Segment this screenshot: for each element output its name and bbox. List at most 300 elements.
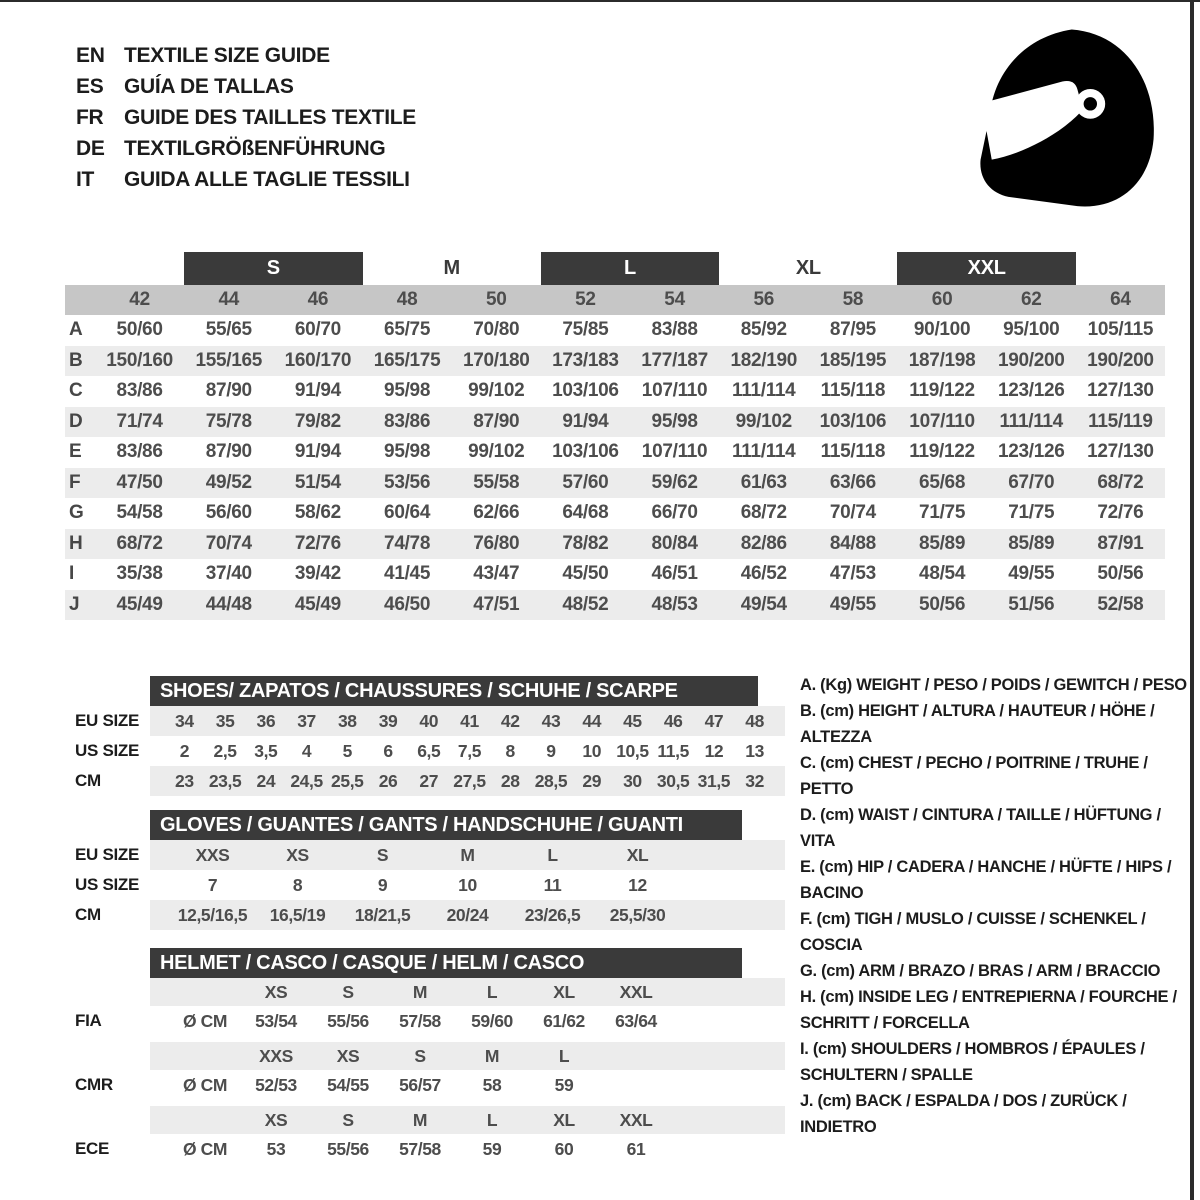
size-cell: 48/52 [562,593,609,615]
size-cell: 85/89 [919,532,966,554]
helmet-size-label: XXL [619,1109,653,1130]
value-cell: S [376,844,389,865]
value-cell: 31,5 [697,770,731,791]
size-group-s: S [184,252,362,285]
shoes-row [75,736,785,766]
size-cell: 48/53 [651,593,698,615]
size-cell: 87/95 [829,319,876,341]
row-letter: E [69,441,82,463]
size-cell: 115/119 [1088,410,1153,432]
language-code: DE [76,136,105,160]
value-cell: 3,5 [254,740,278,761]
size-cell: 39/42 [294,563,341,585]
size-cell: 50/56 [919,593,966,615]
shoes-band [150,766,785,796]
size-cell: 80/84 [651,532,698,554]
top-border-line [0,0,1200,2]
size-cell: 72/76 [294,532,341,554]
helmet-size-label: XXL [619,981,653,1002]
value-cell: 5 [342,740,352,761]
table-row [65,437,1165,468]
size-cell: 75/78 [205,410,252,432]
helmet-size-label: XS [336,1045,360,1066]
size-group-l: L [541,252,719,285]
size-cell: 87/90 [205,441,252,463]
row-letter: F [69,471,81,493]
column-header: 56 [753,289,775,310]
value-cell: 23/26,5 [524,904,581,925]
column-header: 64 [1110,289,1131,310]
value-cell: 7 [207,874,218,895]
helmet-sizes-band [150,1106,785,1134]
table-row [65,346,1165,377]
value-cell: 2 [179,740,190,761]
language-code: FR [76,105,104,129]
size-cell: 49/55 [829,593,876,615]
size-cell: 107/110 [909,410,975,432]
size-group-header-row [65,252,1165,285]
size-cell: 46/52 [740,563,787,585]
section-gap [75,796,785,810]
size-cell: 99/102 [735,410,792,432]
size-cell: 123/126 [997,441,1065,463]
size-cell: 72/76 [1097,502,1144,524]
value-cell: 25,5/30 [609,904,666,925]
table-row [65,468,1165,499]
language-label: GUIDA ALLE TAGLIE TESSILI [124,167,410,191]
size-cell: 68/72 [740,502,787,524]
value-cell: 59 [554,1074,574,1095]
standard-label: FIA [75,1011,102,1030]
value-cell: 12 [628,874,647,895]
size-cell: 85/89 [1008,532,1055,554]
size-cell: 160/170 [284,349,352,371]
visor-pivot-dot [1084,97,1097,110]
size-cell: 35/38 [116,563,163,585]
table-row [65,376,1165,407]
size-cell: 62/66 [473,502,520,524]
size-cell: 47/50 [116,471,163,493]
value-cell: 8 [505,740,515,761]
value-cell: 18/21,5 [354,904,411,925]
value-cell: 6 [383,740,393,761]
gloves-table [75,840,785,930]
language-code: ES [76,74,104,98]
table-row [65,407,1165,438]
size-cell: 107/110 [641,441,708,463]
row-letter: D [69,410,83,432]
legend-item: C. (cm) CHEST / PECHO / POITRINE / TRUHE / PETTO [800,754,1148,798]
size-cell: 115/118 [820,380,886,402]
shoes-section-title: SHOES/ ZAPATOS / CHAUSSURES / SCHUHE / SCARPE [150,676,758,706]
size-cell: 87/90 [205,380,252,402]
helmet-size-label: XL [553,981,575,1002]
value-cell: 56/57 [399,1074,441,1095]
size-cell: 47/51 [473,593,520,615]
value-cell: XS [286,844,309,865]
diameter-label: Ø CM [182,1074,228,1095]
value-cell: 27 [419,770,439,791]
row-label: EU SIZE [75,711,140,730]
column-header: 48 [396,289,418,310]
gloves-row [75,900,785,930]
size-cell: 115/118 [820,441,886,463]
value-cell: 55/56 [327,1010,369,1031]
standard-label: CMR [75,1075,113,1094]
size-cell: 75/85 [562,319,609,341]
size-cell: 60/70 [294,319,341,341]
row-label: US SIZE [75,875,140,894]
value-cell: 59 [482,1138,502,1159]
helmet-values-row [75,1070,785,1100]
value-cell: 11,5 [657,740,689,761]
value-cell: 2,5 [213,740,237,761]
value-cell: 57/58 [399,1138,441,1159]
value-cell: 11 [543,874,562,895]
value-cell: 53/54 [255,1010,297,1031]
value-cell: 34 [175,710,194,731]
size-cell: 71/75 [919,502,966,524]
size-cell: 51/56 [1008,593,1055,615]
size-cell: 83/86 [116,380,163,402]
size-cell: 71/75 [1008,502,1055,524]
helmet-size-label: S [342,981,354,1002]
value-cell: 7,5 [457,740,482,761]
value-cell: 28,5 [534,770,568,791]
shoes-band [150,706,785,736]
value-cell: 53 [266,1138,286,1159]
helmet-values-row [75,1134,785,1164]
size-cell: 87/91 [1097,532,1144,554]
value-cell: 48 [745,710,764,731]
size-cell: 53/56 [384,471,431,493]
table-row [65,498,1165,529]
size-cell: 105/115 [1087,319,1154,341]
value-cell: 25,5 [331,770,364,791]
helmet-icon [972,22,1164,208]
size-cell: 49/54 [740,593,787,615]
value-cell: XXS [195,844,230,865]
value-cell: 16,5/19 [269,904,326,925]
helmet-size-label: M [484,1045,500,1066]
helmet-table [75,978,785,1164]
column-header: 50 [485,289,507,310]
size-cell: 60/64 [384,502,431,524]
language-code: EN [76,43,105,67]
size-cell: 190/200 [997,349,1065,371]
value-cell: 8 [292,874,303,895]
value-cell: 54/55 [327,1074,369,1095]
size-cell: 90/100 [913,319,971,341]
size-cell: 74/78 [384,532,431,554]
value-cell: 6,5 [417,740,441,761]
value-cell: 13 [745,740,764,761]
value-cell: 12,5/16,5 [177,904,248,925]
value-cell: 42 [500,710,520,731]
size-cell: 45/49 [294,593,341,615]
column-header: 58 [842,289,864,310]
language-label: GUÍA DE TALLAS [124,74,294,98]
value-cell: 52/53 [255,1074,297,1095]
size-cell: 79/82 [294,410,341,432]
diameter-label: Ø CM [182,1010,228,1031]
column-header: 60 [931,289,953,310]
shoes-row [75,766,785,796]
row-label: CM [75,905,101,924]
language-item [76,133,416,164]
value-cell: 26 [378,770,398,791]
size-cell: 50/60 [116,319,163,341]
size-cell: 87/90 [473,410,520,432]
helmet-sizes-row [75,1042,785,1070]
row-label: US SIZE [75,741,140,760]
size-cell: 45/49 [116,593,163,615]
value-cell: 9 [546,740,556,761]
textile-size-table [65,252,1165,620]
measurement-legend [800,672,1192,1140]
size-cell: 43/47 [473,563,520,585]
size-group-xxl: XXL [897,252,1075,285]
helmet-section-title: HELMET / CASCO / CASQUE / HELM / CASCO [150,948,742,978]
helmet-values-band [150,1006,785,1036]
size-cell: 78/82 [562,532,609,554]
helmet-sizes-band [150,978,785,1006]
column-header: 46 [307,289,329,310]
value-cell: 30 [623,770,642,791]
size-cell: 61/63 [740,471,787,493]
value-cell: 27,5 [453,770,486,791]
legend-item: I. (cm) SHOULDERS / HOMBROS / ÉPAULES / SCHULTERN / SPALLE [800,1040,1145,1084]
value-cell: 23,5 [208,770,242,791]
size-cell: 165/175 [373,349,441,371]
size-cell: 103/106 [552,441,619,463]
size-cell: 185/195 [819,349,887,371]
size-cell: 123/126 [997,380,1065,402]
size-cell: 91/94 [294,441,341,463]
value-cell: 36 [256,710,276,731]
size-cell: 45/50 [562,563,609,585]
value-cell: 40 [419,710,439,731]
legend-item: J. (cm) BACK / ESPALDA / DOS / ZURÜCK / INDIETRO [800,1092,1127,1136]
shoes-row [75,706,785,736]
gloves-row [75,840,785,870]
helmet-size-label: XS [264,981,288,1002]
helmet-values-band [150,1134,785,1164]
value-cell: XL [626,844,649,865]
size-cell: 55/58 [473,471,520,493]
helmet-size-label: M [412,1109,428,1130]
value-cell: 20/24 [446,904,489,925]
size-cell: 71/74 [116,410,163,432]
size-cell: 56/60 [205,502,252,524]
size-cell: 177/187 [641,349,708,371]
accessory-tables [75,676,785,1164]
size-cell: 65/75 [384,319,431,341]
value-cell: 24 [256,770,276,791]
value-cell: 39 [378,710,398,731]
value-cell: 10 [582,740,602,761]
helmet-size-label: S [342,1109,354,1130]
size-cell: 37/40 [205,563,252,585]
size-cell: 84/88 [829,532,876,554]
value-cell: 55/56 [327,1138,369,1159]
value-cell: 35 [215,710,235,731]
value-cell: 60 [554,1138,574,1159]
size-cell: 103/106 [552,380,619,402]
language-code: IT [76,167,95,191]
helmet-size-label: L [486,981,498,1002]
value-cell: 24,5 [290,770,323,791]
size-cell: 99/102 [468,441,525,463]
size-cell: 103/106 [819,410,887,432]
size-cell: 119/122 [909,380,975,402]
helmet-size-label: XS [264,1109,288,1130]
legend-item: D. (cm) WAIST / CINTURA / TAILLE / HÜFTUNG / VITA [800,806,1161,850]
header-spacer [65,252,184,285]
section-gap [75,930,785,948]
language-item [76,164,416,195]
language-item [76,102,416,133]
size-cell: 190/200 [1087,349,1154,371]
size-cell: 150/160 [106,349,173,371]
size-cell: 70/74 [205,532,252,554]
legend-item: H. (cm) INSIDE LEG / ENTREPIERNA / FOURCHE / SCHRITT / FORCELLA [800,988,1177,1032]
size-cell: 107/110 [641,380,708,402]
language-label: TEXTILGRÖßENFÜHRUNG [124,136,386,160]
size-cell: 95/98 [651,410,698,432]
table-row [65,529,1165,560]
size-cell: 95/98 [384,441,431,463]
helmet-sizes-row [75,1106,785,1134]
helmet-size-label: L [558,1045,570,1066]
size-cell: 182/190 [730,349,798,371]
size-cell: 67/70 [1008,471,1055,493]
value-cell: 10 [458,874,477,895]
size-cell: 52/58 [1097,593,1144,615]
gloves-band [150,870,785,900]
textile-table-body [65,315,1165,620]
legend-item: F. (cm) TIGH / MUSLO / CUISSE / SCHENKEL / COSCIA [800,910,1146,954]
size-group-xl: XL [795,257,821,279]
helmet-size-label: M [412,981,428,1002]
row-letter: G [69,502,84,524]
value-cell: 4 [301,740,312,761]
table-row [65,590,1165,621]
value-cell: 61/62 [543,1010,585,1031]
value-cell: 59/60 [471,1010,513,1031]
table-row [65,315,1165,346]
helmet-sizes-row [75,978,785,1006]
value-cell: 38 [337,710,357,731]
value-cell: 28 [500,770,520,791]
size-cell: 170/180 [462,349,530,371]
size-cell: 68/72 [1097,471,1144,493]
value-cell: 12 [704,740,724,761]
size-cell: 127/130 [1087,380,1154,402]
value-cell: M [460,844,475,865]
size-cell: 127/130 [1087,441,1154,463]
value-cell: 43 [541,710,561,731]
size-cell: 51/54 [294,471,341,493]
gloves-band [150,900,785,930]
size-cell: 66/70 [651,502,698,524]
helmet-size-label: S [414,1045,426,1066]
size-cell: 82/86 [740,532,787,554]
size-cell: 111/114 [732,380,796,402]
size-cell: 46/51 [651,563,698,585]
value-cell: 9 [377,874,388,895]
helmet-size-label: XXS [259,1045,293,1066]
size-cell: 54/58 [116,502,163,524]
legend-item: B. (cm) HEIGHT / ALTURA / HAUTEUR / HÖHE / ALTEZZA [800,702,1155,746]
size-cell: 83/86 [384,410,431,432]
size-cell: 173/183 [552,349,619,371]
size-cell: 70/74 [829,502,876,524]
legend-item: A. (Kg) WEIGHT / PESO / POIDS / GEWITCH / PESO [800,676,1187,694]
value-cell: 41 [460,710,479,731]
size-cell: 95/98 [384,380,431,402]
shoes-table [75,706,785,796]
column-header: 42 [129,289,150,310]
shoes-band [150,736,785,766]
gloves-row [75,870,785,900]
gloves-band [150,840,785,870]
value-cell: 61 [626,1138,646,1159]
size-cell: 68/72 [116,532,163,554]
size-cell: 95/100 [1003,319,1060,341]
header-spacer [1076,252,1165,285]
value-cell: 58 [482,1074,502,1095]
size-cell: 187/198 [908,349,976,371]
size-cell: 50/56 [1097,563,1144,585]
diameter-label: Ø CM [182,1138,228,1159]
value-cell: 63/64 [615,1010,657,1031]
language-label: GUIDE DES TAILLES TEXTILE [124,105,416,129]
table-row [65,559,1165,590]
value-cell: 37 [297,710,316,731]
size-cell: 91/94 [562,410,609,432]
value-cell: 45 [623,710,642,731]
size-cell: 65/68 [919,471,966,493]
column-header: 52 [575,289,596,310]
size-cell: 58/62 [294,502,341,524]
value-cell: 57/58 [399,1010,441,1031]
size-cell: 119/122 [909,441,975,463]
standard-label: ECE [75,1139,110,1158]
size-cell: 83/88 [651,319,698,341]
size-group-m: M [443,257,460,279]
size-cell: 48/54 [919,563,966,585]
column-header: 44 [218,289,240,310]
size-cell: 49/55 [1008,563,1055,585]
value-cell: 10,5 [616,740,649,761]
size-cell: 49/52 [205,471,252,493]
row-letter: I [69,563,74,585]
size-cell: 76/80 [473,532,520,554]
row-letter: B [69,349,83,371]
gloves-section-title: GLOVES / GUANTES / GANTS / HANDSCHUHE / GUANTI [150,810,742,840]
size-cell: 64/68 [562,502,609,524]
language-list [76,40,416,195]
size-cell: 55/65 [205,319,252,341]
column-header: 54 [664,289,685,310]
row-letter: C [69,380,83,402]
helmet-sizes-band [150,1042,785,1070]
size-cell: 63/66 [829,471,876,493]
size-cell: 85/92 [740,319,787,341]
size-cell: 47/53 [829,563,876,585]
row-label: EU SIZE [75,845,140,864]
